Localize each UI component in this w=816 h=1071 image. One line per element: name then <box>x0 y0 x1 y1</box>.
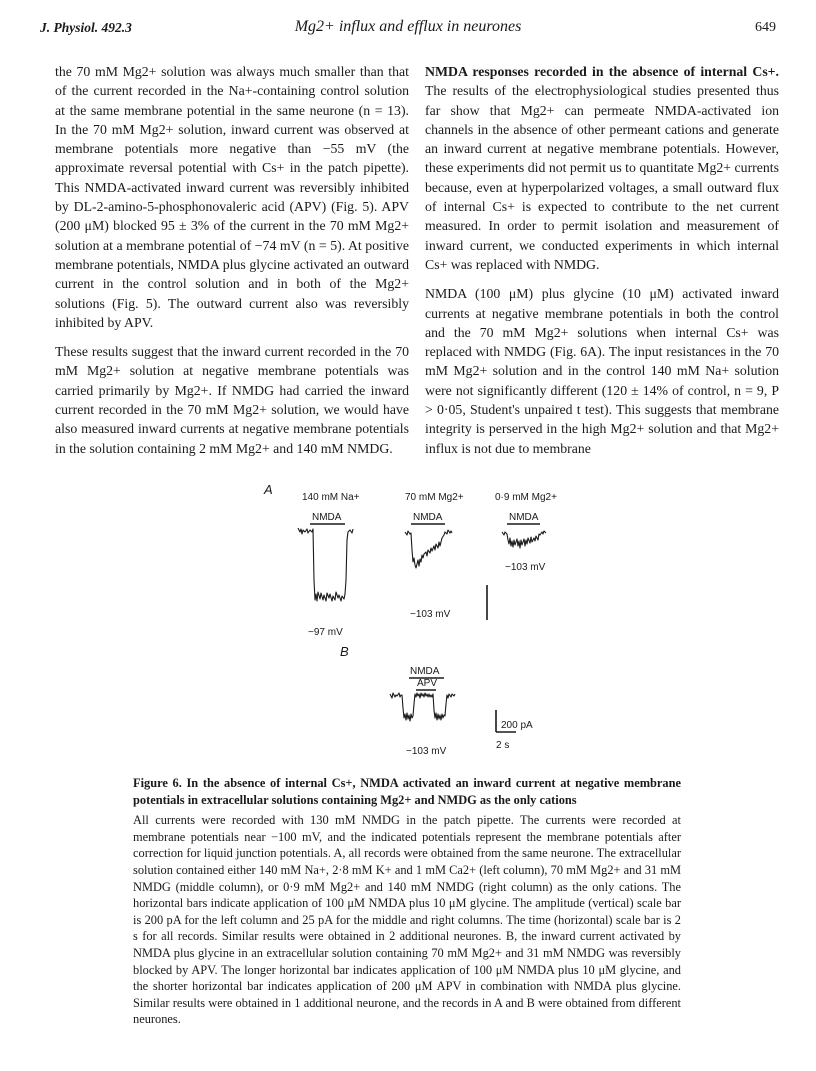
figure-caption-title: Figure 6. In the absence of internal Cs+, NMDA activated an inward current at negative membrane potentials in extracellular solutions containing Mg2+ and NMDG as the only cations <box>133 776 681 807</box>
b-potential-label: −103 mV <box>406 746 447 757</box>
journal-reference: J. Physiol. 492.3 <box>40 20 132 35</box>
panel-b-label: B <box>340 644 349 659</box>
col2-current-trace <box>405 530 452 568</box>
right-paragraph-1 <box>425 62 779 274</box>
col1-solution-label: 140 mM Na+ <box>302 492 360 503</box>
page-number: 649 <box>755 20 776 35</box>
b-apv-label: APV <box>417 678 438 689</box>
col1-nmda-label: NMDA <box>312 512 342 523</box>
current-scale-label: 200 pA <box>501 720 533 731</box>
col1-current-trace <box>298 528 353 601</box>
panel-a-label: A <box>264 482 273 497</box>
b-current-trace <box>390 693 455 721</box>
left-paragraph-2: These results suggest that the inward current recorded in the 70 mM Mg2+ solution at negative membrane potentials was carried primarily by Mg2+. If NMDG had carried the inward current recorded in the 70 mM Mg2+ solution, we would have also measured inward currents at negative membrane potentials in the solution containing 2 mM Mg2+ and 140 mM NMDG. <box>55 344 409 456</box>
figure-6 <box>250 480 580 770</box>
right-column <box>425 62 779 468</box>
page-header <box>40 20 776 42</box>
col3-nmda-label: NMDA <box>509 512 539 523</box>
right-paragraph-2: NMDA (100 μM) plus glycine (10 μM) activated inward currents at negative membrane potentials in both the control and the 70 mM Mg2+ solutions when internal Cs+ was replaced with NMDG (Fig. 6A). The input resistances in the 70 mM Mg2+ solution and in the control 140 mM Na+ solution were not significantly different (120 ± 14% of control, n = 9, P > 0·05, Student's unpaired t test). This suggests that membrane integrity is perserved in the high Mg2+ solution and that Mg2+ influx is not due to membrane <box>425 286 779 456</box>
col2-nmda-label: NMDA <box>413 512 443 523</box>
col3-potential-label: −103 mV <box>505 562 546 573</box>
left-paragraph-1: the 70 mM Mg2+ solution was always much smaller than that of the current recorded in the Na+-containing control solution at the same membrane potential in the same neurone (n = 13). In the 70 mM Mg2+ solution, inward current was observed at membrane potentials more negative than −55 mV (the approximate reversal potential with Cs+ in the patch pipette). This NMDA-activated inward current was reversibly inhibited by DL-2-amino-5-phosphonovaleric acid (APV) (Fig. 5). APV (200 μM) blocked 95 ± 3% of the current in the 70 mM Mg2+ solution at a membrane potential of −74 mV (n = 5). At positive membrane potentials, NMDA plus glycine activated an outward current in the control solution and in both of the Mg2+ solutions (Fig. 5). The outward current also was reversibly inhibited by APV. <box>55 64 409 330</box>
col3-current-trace <box>502 531 546 548</box>
col2-solution-label: 70 mM Mg2+ <box>405 492 464 503</box>
col1-potential-label: −97 mV <box>308 627 343 638</box>
col3-solution-label: 0·9 mM Mg2+ <box>495 492 557 503</box>
figure-caption <box>133 775 681 1028</box>
figure-6-traces <box>250 480 580 770</box>
b-nmda-label: NMDA <box>410 666 440 677</box>
running-title: Mg2+ influx and efflux in neurones <box>294 18 522 35</box>
col2-potential-label: −103 mV <box>410 609 451 620</box>
time-scale-label: 2 s <box>496 740 510 751</box>
figure-caption-body: All currents were recorded with 130 mM NMDG in the patch pipette. The currents were recorded at membrane potentials near −100 mV, and the indicated potentials represent the membrane potentials after correction for liquid junction potentials. A, all records were obtained from the same neurone. The extracellular solution contained either 140 mM Na+, 2·8 mM K+ and 1 mM Ca2+ (left column), 70 mM Mg2+ and 31 mM NMDG (middle column), or 0·9 mM Mg2+ and 140 mM NMDG (right column) as the only cations. The horizontal bars indicate application of 100 μM NMDA plus 10 μM glycine. The amplitude (vertical) scale bar is 200 pA for the left column and 25 pA for the middle and right columns. The time (horizontal) scale bar is 2 s for all records. Similar results were obtained in 2 additional neurones. B, the inward current activated by NMDA plus glycine in an extracellular solution containing 70 mM Mg2+ and 31 mM NMDG was reversibly blocked by APV. The longer horizontal bar indicates application of 100 μM NMDA plus 10 μM glycine, and the shorter horizontal bar indicates application of 200 μM APV in combination with NMDA plus glycine. Similar results were obtained in 1 additional neurone, and the records in A and B were obtained from different neurones. <box>133 813 681 1027</box>
left-column <box>55 62 409 468</box>
right-paragraph-1-text: The results of the electrophysiological studies presented thus far show that Mg2+ can permeate NMDA-activated ion channels in the absence of other permeant cations and generate an inward current at negative membrane potentials. However, these experiments did not permit us to quantitate Mg2+ currents because, even at hyperpolarized voltages, a small outward flux of internal Cs+ is expected to contribute to the net current measured. In order to permit isolation and measurement of inward current, we conducted experiments in which internal Cs+ was replaced with NMDG. <box>425 83 779 272</box>
section-subheading: NMDA responses recorded in the absence of internal Cs+. <box>425 64 779 79</box>
